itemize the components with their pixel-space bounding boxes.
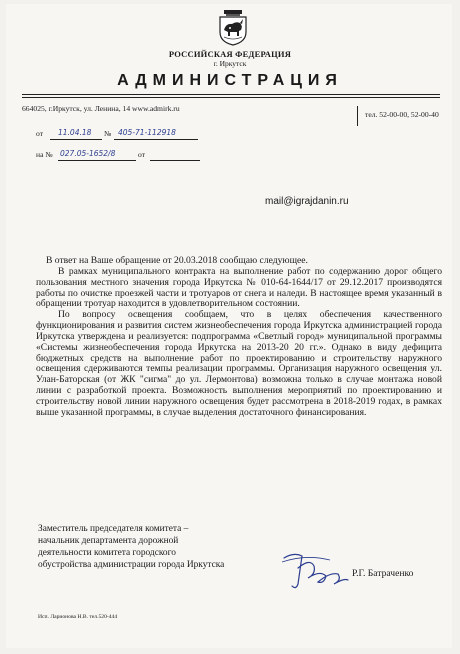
signature-title-line-2: начальник департамента дорожной — [38, 536, 179, 546]
paragraph-intro: В ответ на Ваше обращение от 20.03.2018 сообщаю следующее. — [46, 255, 308, 266]
org-address: 664025, г.Иркутск, ул. Ленина, 14 www.admirk.ru — [22, 104, 180, 113]
signature-title-line-3: деятельности комитета городского — [38, 548, 176, 558]
country-name: РОССИЙСКАЯ ФЕДЕРАЦИЯ — [168, 49, 292, 59]
ref-no-label: № — [104, 129, 112, 138]
ref-number-underline — [114, 139, 198, 140]
letter-body — [36, 256, 442, 419]
recipient-email: mail@igrajdanin.ru — [265, 196, 349, 207]
signature-title-line-4: обустройства администрации города Иркутска — [38, 560, 225, 570]
header-divider — [357, 106, 358, 126]
ref-in-number-underline — [58, 160, 136, 161]
header-rule-thin — [22, 97, 440, 98]
paragraph-roads: В рамках муниципального контракта на выполнение работ по содержанию дорог общего пользования местного значения города Иркутска № 010-64-1644/17 от 29.12.2017 производятся работы по очистке проезжей части и тротуаров от снега и наледи. В настоящее время указанный в обращении тротуар находится в удовлетворительном состоянии. — [36, 265, 442, 310]
org-phone: тел. 52-00-00, 52-00-40 — [365, 110, 439, 119]
ref-on-date-underline — [150, 160, 200, 161]
ref-date: 11.04.18 — [58, 128, 92, 137]
org-title: АДМИНИСТРАЦИЯ — [117, 72, 343, 89]
ref-on-label: на № — [36, 150, 53, 159]
city-name: г. Иркутск — [213, 59, 247, 68]
ref-from-label: от — [36, 129, 44, 138]
handwritten-signature — [280, 550, 350, 594]
ref-date-underline — [50, 139, 102, 140]
irkutsk-coat-of-arms-icon — [218, 10, 248, 46]
signature-title-line-1: Заместитель председателя комитета – — [38, 524, 189, 534]
signer-name: Р.Г. Батраченко — [352, 568, 414, 579]
header-rule-thick — [22, 94, 440, 95]
ref-on-from-label: от — [138, 150, 146, 159]
executor-info: Исп. Ларионова Н.В. тел.520-444 — [38, 614, 118, 620]
paragraph-lighting: По вопросу освещения сообщаем, что в целях обеспечения качественного функционирования и развития систем жизнеобеспечения города Иркутска администрацией города Иркутска утверждена и реализуется: подпрограмма «Светлый город» муниципальной программы «Системы жизнеобеспечения города Иркутска на 2013-20 20 гг.». Однако в виду дефицита бюджетных средств на выполнение работ по проектированию и строительству наружного освещения сдерживаются темпы реализации программы. Организация наружного освещения ул. Улан-Баторская (от ЖК "сигма" до ул. Лермонтова) возможна только в случае монтажа новой линии с разработкой проекта. Возможность выполнения мероприятий по проектированию и строительству новой линии наружного освещения будет рассмотрена в 2018-2019 годах, в рамках выше указанной программы, в случае выделения достаточного финансирования. — [36, 309, 442, 418]
ref-in-number: 027.05-1652/8 — [60, 149, 116, 158]
ref-number: 405-71-112918 — [118, 128, 176, 137]
